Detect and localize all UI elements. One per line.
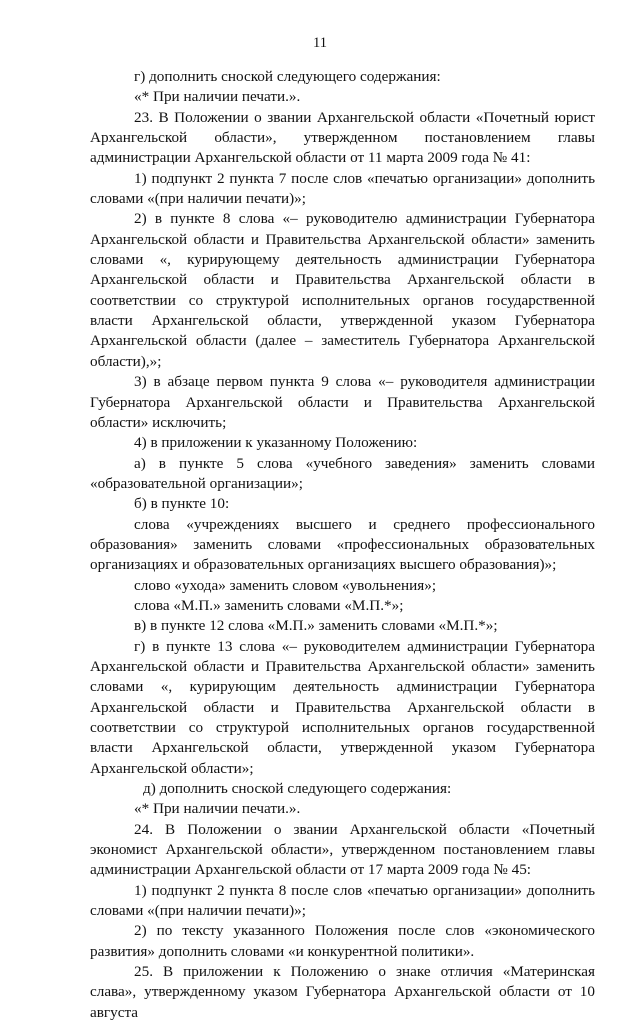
- paragraph: 1) подпункт 2 пункта 8 после слов «печатью организации» дополнить словами «(при наличии печати)»;: [90, 881, 595, 920]
- paragraph: а) в пункте 5 слова «учебного заведения» заменить словами «образовательной организации»;: [90, 454, 595, 492]
- document-body: [90, 67, 595, 1023]
- paragraph: 23. В Положении о звании Архангельской области «Почетный юрист Архангельской области», утвержденном постановлением главы администрации Архангельской области от 11 марта 2009 года № 41:: [90, 108, 595, 167]
- paragraph: д) дополнить сноской следующего содержания:: [143, 780, 452, 798]
- paragraph: в) в пункте 12 слова «М.П.» заменить словами «М.П.*»;: [134, 617, 498, 635]
- paragraph: 25. В приложении к Положению о знаке отличия «Материнская слава», утвержденному указом Губернатора Архангельской области от 10 августа: [90, 963, 595, 1021]
- paragraph: «* При наличии печати.».: [134, 88, 301, 106]
- paragraph: г) в пункте 13 слова «– руководителем администрации Губернатора Архангельской области и Правительства Архангельской области» заменить словами «, курирующим деятельность администрации Губернатора Архангельской области и Правительства Архангельской области в соответствии со структурой исполнительных органов государственной власти Архангельской области, утвержденной указом Губернатора Архангельской области»;: [90, 637, 595, 777]
- paragraph: г) дополнить сноской следующего содержания:: [134, 68, 441, 85]
- paragraph: 3) в абзаце первом пункта 9 слова «– руководителя администрации Губернатора Архангельской области и Правительства Архангельской области» исключить;: [90, 373, 595, 431]
- page-number: 11: [313, 35, 327, 51]
- paragraph: слова «учреждениях высшего и среднего профессионального образования» заменить словами «профессиональных образовательных организациях и образовательных организациях высшего образования)»;: [90, 515, 595, 574]
- paragraph: 4) в приложении к указанному Положению:: [134, 434, 418, 452]
- paragraph: слова «М.П.» заменить словами «М.П.*»;: [134, 596, 404, 614]
- paragraph: слово «ухода» заменить словом «увольнения»;: [134, 576, 437, 594]
- paragraph: 2) по тексту указанного Положения после слов «экономического развития» дополнить словами «и конкурентной политики».: [90, 922, 595, 960]
- paragraph: 2) в пункте 8 слова «– руководителю администрации Губернатора Архангельской области и Правительства Архангельской области» заменить словами «, курирующему деятельность администрации Губернатора Архангельской области и Правительства Архангельской области в соответствии со структурой исполнительных органов государственной власти Архангельской области, утвержденной указом Губернатора Архангельской области (далее – заместитель Губернатора Архангельской области),»;: [90, 210, 595, 370]
- paragraph: б) в пункте 10:: [134, 495, 230, 513]
- paragraph: 24. В Положении о звании Архангельской области «Почетный экономист Архангельской области», утвержденном постановлением главы администрации Архангельской области от 17 марта 2009 года № 45:: [90, 820, 595, 879]
- paragraph: 1) подпункт 2 пункта 7 после слов «печатью организации» дополнить словами «(при наличии печати)»;: [90, 169, 595, 208]
- paragraph: «* При наличии печати.».: [134, 800, 301, 818]
